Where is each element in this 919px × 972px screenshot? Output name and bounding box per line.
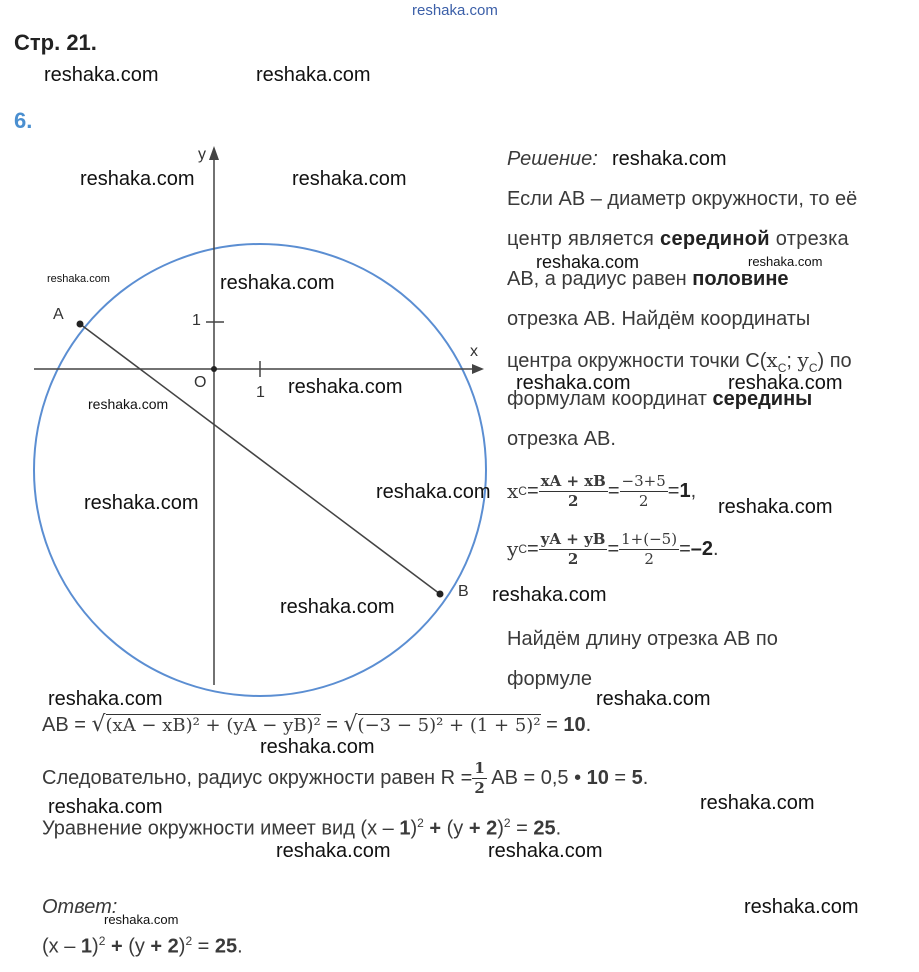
fraction-numerator: 1 (474, 759, 485, 777)
formula-text: Уравнение окружности имеет вид (x – (42, 817, 400, 840)
watermark: reshaka.com (104, 912, 179, 927)
point-a-dot (77, 321, 84, 328)
solution-line-8 (507, 628, 907, 651)
watermark: reshaka.com (612, 148, 727, 170)
solution-text: y (797, 348, 809, 372)
formula-text: 2 (185, 934, 193, 948)
radicand: (xA − xB)² + (yA − yB)² (105, 715, 321, 736)
formula-text: AB = (42, 714, 92, 736)
solution-line-2 (507, 228, 907, 251)
formula-text: = (679, 537, 691, 560)
fraction-denominator: 2 (474, 778, 485, 797)
formula-text: 2 (417, 816, 424, 830)
watermark: reshaka.com (488, 840, 603, 862)
point-a-label: A (53, 306, 64, 323)
formula-result: 10 (563, 714, 586, 736)
formula-text: C (518, 484, 527, 498)
solution-text: ; (786, 350, 798, 372)
solution-heading: Решение: (507, 148, 598, 170)
answer-label: Ответ: (42, 896, 118, 918)
fraction-denominator: 2 (638, 491, 649, 510)
watermark: reshaka.com (256, 64, 371, 86)
formula-text: ) (497, 817, 504, 840)
watermark: reshaka.com (516, 372, 631, 394)
solution-line-7 (507, 428, 907, 451)
formula-text: . (555, 817, 562, 840)
formula-text: x (507, 479, 519, 503)
formula-text: . (642, 766, 649, 789)
x-axis-arrow (472, 364, 484, 374)
formula-text: + (423, 817, 447, 840)
formula-text: + (105, 935, 129, 958)
solution-text: отрезка (769, 228, 849, 250)
fraction (539, 531, 608, 567)
formula-text: = (607, 537, 620, 560)
fraction (539, 473, 608, 509)
formula-value: + 2 (468, 817, 498, 840)
fraction-denominator: 2 (644, 549, 654, 568)
y-axis-arrow (209, 146, 219, 160)
formula-text: = (526, 479, 539, 502)
watermark: reshaka.com (84, 492, 199, 514)
sqrt-sign: √ (91, 712, 106, 737)
fraction-denominator: 2 (567, 549, 579, 568)
watermark: reshaka.com (288, 376, 403, 398)
fraction-numerator: 1+(−5) (621, 530, 678, 548)
task-number: 6. (14, 108, 33, 133)
tick-x-label: 1 (256, 384, 265, 401)
watermark: reshaka.com (44, 64, 159, 86)
formula-result: 25 (533, 817, 556, 840)
formula-text: 2 (98, 934, 106, 948)
formula-text: = (510, 817, 534, 840)
fraction (619, 531, 679, 567)
watermark: reshaka.com (376, 481, 491, 503)
solution-bold-text: половине (692, 268, 789, 290)
page-title: Стр. 21. (14, 30, 97, 55)
watermark: reshaka.com (748, 254, 823, 269)
formula-result: 1 (679, 479, 691, 502)
solution-text: отрезка AB. (507, 428, 616, 450)
solution-text: ) по (817, 350, 852, 372)
solution-text: AB, а радиус равен (507, 268, 693, 290)
watermark: reshaka.com (48, 796, 163, 818)
point-b-dot (437, 591, 444, 598)
solution-line-4 (507, 308, 907, 331)
watermark: reshaka.com (292, 168, 407, 190)
formula-text: y (507, 537, 519, 561)
formula-value: 10 (586, 766, 609, 789)
solution-line-1 (507, 188, 907, 211)
equation-line (42, 816, 561, 841)
formula-text: = (526, 537, 539, 560)
formula-text: = (667, 479, 680, 502)
formula-value: 1 (399, 817, 411, 840)
formula-value: 1 (80, 935, 93, 958)
solution-line-5 (507, 348, 907, 375)
fraction-numerator: yA + yB (540, 530, 606, 548)
watermark: reshaka.com (718, 496, 833, 518)
solution-text: C (808, 361, 818, 375)
answer-line (42, 934, 243, 959)
formula-text: (x – (42, 935, 81, 958)
watermark: reshaka.com (492, 584, 607, 606)
radius-line (42, 756, 648, 800)
formula-text: ) (410, 817, 418, 840)
radicand: (−3 − 5)² + (1 + 5)² (357, 715, 541, 736)
fraction-numerator: xA + xB (540, 472, 606, 490)
formula-text: (y (446, 817, 469, 840)
watermark: reshaka.com (728, 372, 843, 394)
solution-text: Найдём длину отрезка AB по (507, 628, 778, 650)
formula-text: Следовательно, радиус окружности равен R = (42, 766, 473, 789)
solution-bold-text: середины (712, 388, 813, 410)
solution-text: C (777, 361, 787, 375)
formula-text: = (608, 766, 632, 789)
watermark: reshaka.com (744, 896, 859, 918)
y-axis-label: y (198, 146, 206, 163)
formula-text: ) (92, 935, 99, 958)
watermark: reshaka.com (260, 736, 375, 758)
fraction-denominator: 2 (568, 491, 579, 510)
formula-xc (507, 466, 907, 516)
watermark-top: reshaka.com (412, 2, 498, 19)
tick-y-label: 1 (192, 312, 201, 329)
solution-bold-text: серединой (660, 228, 770, 250)
watermark: reshaka.com (48, 688, 163, 710)
formula-yc (507, 524, 907, 574)
formula-text: (y (128, 935, 151, 958)
formula-result: 5 (631, 766, 643, 789)
watermark: reshaka.com (700, 792, 815, 814)
watermark: reshaka.com (80, 168, 195, 190)
circle (34, 244, 486, 696)
formula-text: = (192, 935, 215, 958)
watermark: reshaka.com (276, 840, 391, 862)
watermark: reshaka.com (596, 688, 711, 710)
solution-text: отрезка AB. Найдём координаты (507, 308, 811, 330)
watermark: reshaka.com (280, 596, 395, 618)
circle-diagram (0, 140, 500, 700)
watermark: reshaka.com (220, 272, 335, 294)
point-b-label: B (458, 583, 469, 600)
watermark: reshaka.com (88, 396, 169, 412)
fraction (472, 760, 486, 796)
solution-text: x (766, 348, 778, 372)
origin-dot (211, 366, 217, 372)
watermark: reshaka.com (47, 273, 110, 285)
solution-text: формуле (507, 668, 593, 690)
formula-text: ) (178, 935, 186, 958)
formula-text: AB = 0,5 • (486, 766, 587, 789)
formula-text: , (690, 479, 697, 502)
formula-result: –2 (690, 537, 713, 560)
formula-text: 2 (503, 816, 511, 830)
solution-text: центра окружности точки C( (507, 350, 767, 372)
sqrt-sign: √ (343, 712, 358, 737)
solution-text: формулам координат (507, 388, 713, 410)
formula-text: . (585, 714, 592, 736)
origin-label: O (194, 374, 207, 391)
ab-length-line (42, 712, 591, 737)
formula-result: 25 (214, 935, 238, 958)
formula-text: = (607, 479, 620, 502)
x-axis-label: x (470, 343, 478, 360)
solution-text: центр является (507, 228, 661, 250)
fraction-numerator: −3+5 (621, 472, 666, 490)
formula-text: C (518, 542, 527, 556)
solution-text: Если AB – диаметр окружности, то её (507, 188, 858, 210)
formula-text: = (320, 714, 344, 736)
watermark: reshaka.com (536, 252, 640, 272)
formula-text: . (713, 537, 719, 560)
formula-text: . (237, 935, 243, 958)
fraction (620, 473, 668, 509)
formula-text: = (540, 714, 564, 736)
formula-value: + 2 (150, 935, 179, 958)
